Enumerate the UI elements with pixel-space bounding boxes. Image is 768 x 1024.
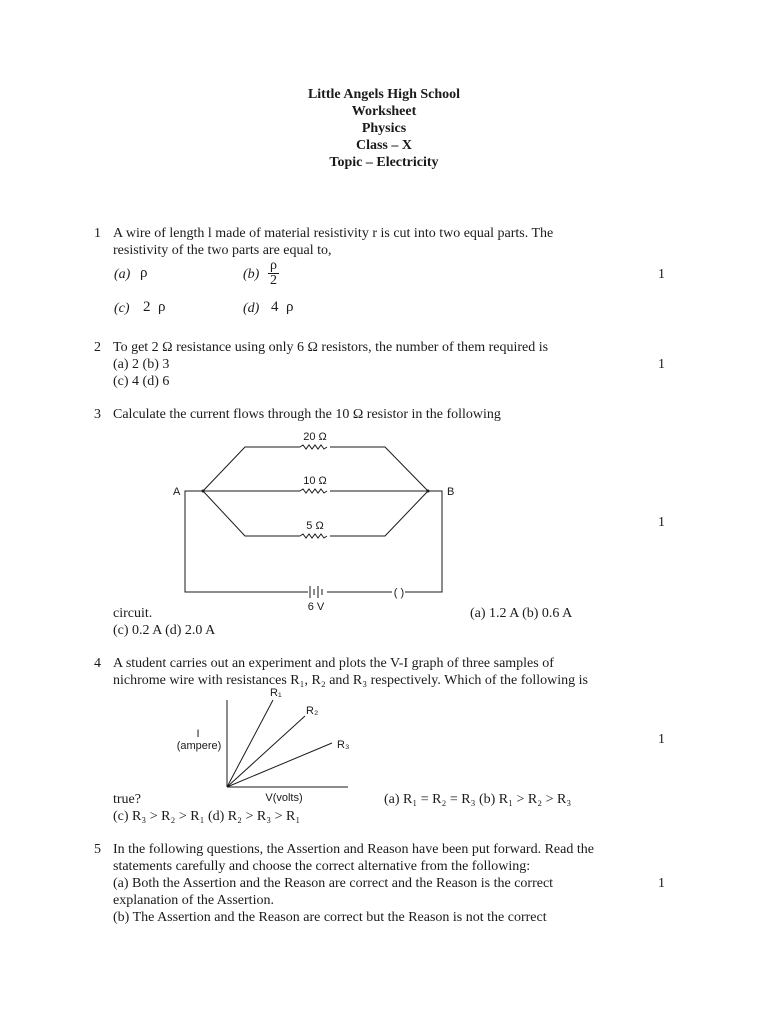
marks: 1 <box>658 267 665 282</box>
battery-label: 6 V <box>307 601 325 613</box>
question-number: 1 <box>94 226 101 241</box>
line-r1-label: R₁ <box>270 687 282 699</box>
fraction-denominator: 2 <box>270 273 277 288</box>
resistor-5-label: 5 Ω <box>306 520 324 532</box>
fraction-numerator: ρ <box>270 258 277 273</box>
node-a-label: A <box>173 486 181 498</box>
option-c-value: 2 ρ <box>143 299 166 315</box>
doc-type: Worksheet <box>351 104 417 119</box>
question-text-line: resistivity of the two parts are equal to, <box>113 243 332 258</box>
options-c-d: (c) 0.2 A (d) 2.0 A <box>113 623 216 638</box>
marks: 1 <box>658 876 665 891</box>
question-number: 5 <box>94 842 101 857</box>
y-axis-unit: (ampere) <box>176 740 222 752</box>
question-text-line: nichrome wire with resistances R₁, R₂ and R₃ respectively. Which of the following is <box>113 673 588 688</box>
class-label: Class – X <box>355 138 412 153</box>
marks: 1 <box>658 732 665 747</box>
marks: 1 <box>658 357 665 372</box>
question-text-line: statements carefully and choose the correct alternative from the following: <box>113 859 531 874</box>
key-symbol: ( ) <box>393 587 405 599</box>
option-a-value: ρ <box>140 265 148 281</box>
question-text-line: true? <box>113 792 141 807</box>
x-axis-label: V(volts) <box>265 792 303 804</box>
resistor-20-label: 20 Ω <box>303 431 327 443</box>
marks: 1 <box>658 515 665 530</box>
option-a-text: (a) Both the Assertion and the Reason are correct and the Reason is the correct <box>113 876 554 891</box>
resistor-10-label: 10 Ω <box>303 475 327 487</box>
option-d-label: (d) <box>243 301 260 316</box>
option-d-value: 4 ρ <box>271 299 294 315</box>
question-text-line: circuit. <box>113 606 153 621</box>
line-r2-label: R₂ <box>306 705 319 717</box>
node-b-label: B <box>447 486 455 498</box>
school-name: Little Angels High School <box>307 87 461 102</box>
options-a-b: (a) 1.2 A (b) 0.6 A <box>470 606 573 621</box>
question-text-line: A wire of length l made of material resistivity r is cut into two equal parts. The <box>113 226 554 241</box>
question-text-line: In the following questions, the Assertion and Reason have been put forward. Read the <box>113 842 594 857</box>
graph-line-r1 <box>227 700 273 787</box>
option-c-label: (c) <box>114 301 130 316</box>
question-number: 4 <box>94 656 101 671</box>
graph-line-r3 <box>227 743 332 787</box>
option-b-text: (b) The Assertion and the Reason are correct but the Reason is not the correct <box>113 910 547 925</box>
subject: Physics <box>361 121 407 136</box>
option-b-label: (b) <box>243 267 260 282</box>
question-text-line: Calculate the current flows through the 10 Ω resistor in the following <box>113 407 501 422</box>
question-text-line: To get 2 Ω resistance using only 6 Ω resistors, the number of them required is <box>113 340 549 355</box>
options-c-d: (c) R₃ > R₂ > R₁ (d) R₂ > R₃ > R₁ <box>113 809 301 824</box>
options-a-b: (a) R₁ = R₂ = R₃ (b) R₁ > R₂ > R₃ <box>384 792 572 807</box>
y-axis-symbol: I <box>196 728 200 740</box>
option-a-text-cont: explanation of the Assertion. <box>113 893 274 908</box>
graph-line-r2 <box>227 716 305 787</box>
topic-label: Topic – Electricity <box>329 155 439 170</box>
option-a-label: (a) <box>114 267 131 282</box>
options-c-d: (c) 4 (d) 6 <box>113 374 170 389</box>
question-text-line: A student carries out an experiment and plots the V-I graph of three samples of <box>113 656 554 671</box>
options-a-b: (a) 2 (b) 3 <box>113 357 170 372</box>
line-r3-label: R₃ <box>337 739 350 751</box>
question-number: 2 <box>94 340 101 355</box>
question-number: 3 <box>94 407 101 422</box>
